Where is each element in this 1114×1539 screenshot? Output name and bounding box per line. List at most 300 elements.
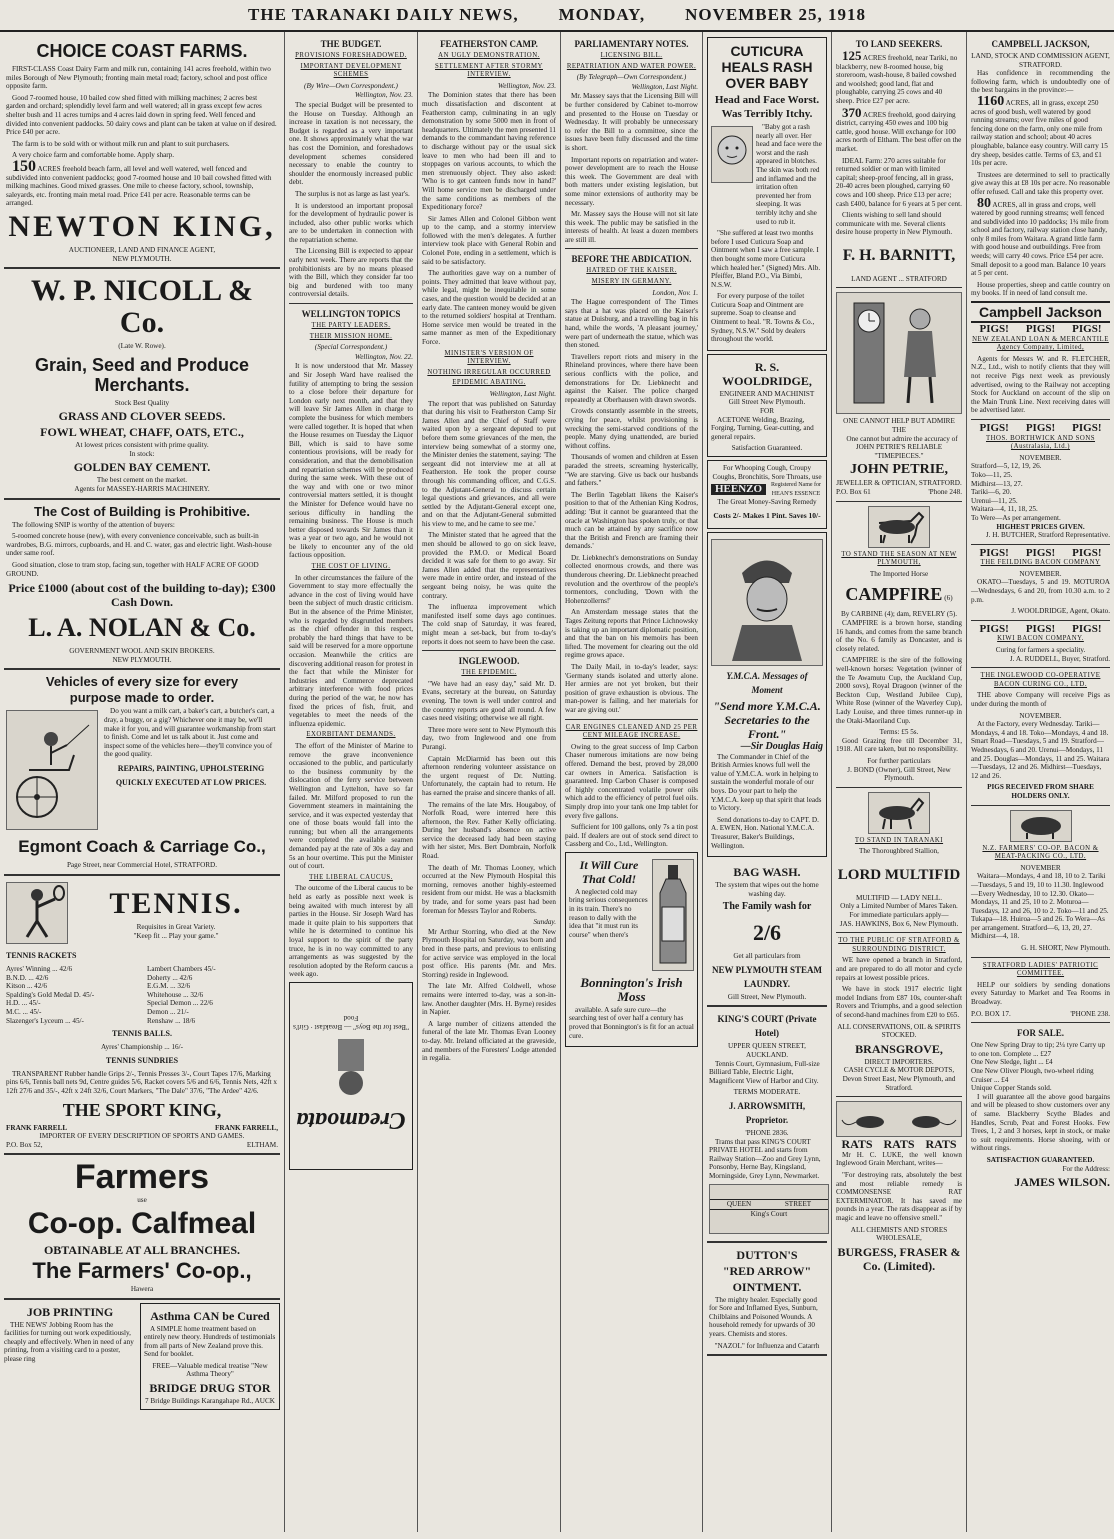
nicoll-cement: GOLDEN BAY CEMENT. — [73, 460, 211, 475]
newton-king-city: NEW PLYMOUTH. — [112, 254, 172, 263]
borthwick-date-item: Toko—11, 25. — [971, 470, 1013, 479]
cuticura-ad — [707, 37, 827, 351]
bag-wash-addr: Gill Street, New Plymouth. — [727, 992, 807, 1001]
fc-date: Wellington, Nov. 23. — [497, 81, 556, 90]
farmers-obt: OBTAINABLE AT ALL BRANCHES. — [43, 1242, 241, 1257]
racket-price-item: Demon ... 21/- — [147, 1007, 189, 1016]
tennis-req: Requisites in Great Variety. — [136, 923, 216, 932]
pigs-1b: PIGS! — [1025, 323, 1056, 336]
borthwick-agent: J. H. BUTCHER, Stratford Representative. — [985, 531, 1110, 540]
nolan-sub: GOVERNMENT WOOL AND SKIN BROKERS. — [69, 647, 215, 656]
asthma-free: FREE—Valuable medical treatise "New Asthma Theory" — [152, 1361, 268, 1379]
rackets-left-list — [6, 965, 137, 1025]
budget-p4: The Licensing Bill is expected to appear early next week. There are reports that the prohibitionists are by no means pleased with the Bill, which they consider far too big and burdened with too many controversial details. — [289, 247, 413, 299]
ab-p1: The Hague correspondent of The Times says that a hat was placed on the Kaiser's statue at Duisburg, and a travelling bag in his hand, while the words, 'A pleasant journey,' were part of underneath the statue, which was then stoned. — [565, 298, 698, 350]
budget-head: THE BUDGET. — [320, 39, 382, 49]
cj-c — [971, 195, 1110, 278]
for-sale-items — [971, 1041, 1110, 1093]
bransgrove-name: BRANSGROVE, — [855, 1041, 943, 1056]
heenzo-name: HEENZO — [711, 484, 766, 495]
pn-p1: Mr. Massey says that the Licensing Bill will be further considered by Cabinet to-morrow and presented to the House on Tuesday or Wednesday. It will probably be unnecessary to refer the Bill to a committee, since the issues have been fully discussed and the time is short. — [565, 92, 698, 152]
inglewood-coop-text: THE above Company will receive Pigs as under during the month of — [971, 691, 1110, 708]
rats-label-2: RATS — [883, 1137, 915, 1152]
rackets-right-list — [147, 965, 278, 1025]
nicoll-name: W. P. NICOLL & Co. — [30, 274, 253, 340]
tennis-sundries-heading: TENNIS SUNDRIES — [105, 1055, 179, 1065]
racket-price-item: E.G.M. ... 32/6 — [147, 982, 191, 991]
nolan-city: NEW PLYMOUTH. — [112, 655, 172, 664]
ymca-quote: "Send more Y.M.C.A. Secretaries to the Front." — [713, 698, 821, 741]
coast-farms-title: CHOICE COAST FARMS. — [36, 41, 248, 61]
nz-loan-head: NEW ZEALAND LOAN & MERCANTILE Agency Company, Limited, — [972, 335, 1109, 352]
petrie-text: One cannot but admire the accuracy of JOHN PETRIE'S RELIABLE "TIMEPIECES." — [846, 434, 958, 460]
cj-b: Trustees are determined to sell to practically give away this at £8 10s per acre. No reasonable offer refused. Call and take this property over. — [971, 170, 1110, 196]
cuticura-sub: Head and Face Worst. Was Terribly Itchy. — [714, 94, 820, 120]
bm-avail: available. A safe sure cure—the searching test of over half a century has proved that Bonnington's is fit for an actual cure. — [569, 1005, 694, 1040]
bonningtons-ad — [565, 852, 698, 1047]
public-text: WE have opened a branch in Stratford, and are prepared to do all motor and cycle repairs at lowest possible prices. — [836, 956, 962, 982]
mv-p1: The report that was published on Saturday that during his visit to Featherston Camp Sir James Allen and the Chief of Staff were waited upon by a sergeant deputed to put before them some grievances of the men, the interview being somewhat of a stormy one, the Minister denies the statement, saying: 'The sergeant did not interview me at all at Featherston. He took the proper course through his commanding officer, and C.G.S. to the Adjutant-General to discuss certain legal questions and grievances, and all were settled by the Adjutant-General except one, and on that the Adjutant-General submitted his view to me, and he came to see me.' — [422, 399, 556, 528]
bransgrove-addr: Devon Street East, New Plymouth, and Stratford. — [842, 1074, 956, 1092]
mv-sub: NOTHING IRREGULAR OCCURRED — [427, 368, 551, 376]
ladies-patriotic-head: STRATFORD LADIES' PATRIOTIC COMMITTEE. — [982, 961, 1099, 978]
feilding-text: OKATO—Tuesdays, 5 and 19. MOTUROA—Wednesdays, 6 and 20, from 10.30 a.m. to 2 p.m. — [971, 578, 1110, 604]
nz-loan-text: Agents for Messrs W. and R. FLETCHER, N.Z., Ltd., wish to notify clients that they will not receive Pigs next week as previously advertised, owing to the Railway not accepting Stock for Auckland on account of the slip on the Main Trunk Line. Next receiving dates will be advertised later. — [971, 354, 1110, 415]
lord-multifid-only: Only a Limited Number of Mares Taken. — [840, 902, 958, 911]
inglewood-sub: THE EPIDEMIC. — [461, 669, 517, 677]
tls-b-num: 370 — [842, 104, 862, 120]
fc-p1: The Dominion states that there has been much dissatisfaction and discontent at Featherston camp, culminating in an ugly demonstration by some 5000 men in front of headquarters. Ultimately the men presented 11 demands to the commandant having reference to discharge without pay or the usual sick leave to men who had been ill and to stoppages on various accounts, to which the men strenuously object. They also asked: 'Who is to get canteen funds now in hand?' Will home service men be discharged under the same conditions as members of the Expeditionary force? — [422, 91, 556, 212]
farmers-use: use — [137, 1196, 147, 1205]
cuticura-text: "Baby got a rash nearly all over. Her head and face were the worst and the rash appeared in blotches. The skin was both red and inflamed and the irritation often prevented her from sleeping. It was terribly itchy and she used to rub it. — [756, 123, 822, 226]
mv-head: MINISTER'S VERSION OF INTERVIEW. — [444, 349, 534, 366]
red-arrow-title: DUTTON'S — [736, 1247, 798, 1262]
egmont-addr: Page Street, near Commercial Hotel, STRATFORD. — [66, 861, 218, 870]
in-p6: Mr Arthur Storring, who died at the New Plymouth Hospital on Saturday, was born and bred in these parts, and previous to enlisting for active service was employed in the local post office. His parents (Mr. and Mrs. Storring) reside in Inglewood. — [422, 927, 556, 979]
sport-king-left: FRANK FARRELL — [6, 1123, 68, 1132]
nicoll-fowl: FOWL WHEAT, CHAFF, OATS, ETC., — [40, 425, 244, 440]
asthma-addr: 7 Bridge Buildings Karangahape Rd., AUCK — [145, 1397, 275, 1406]
rats-bf: BURGESS, FRASER & Co. (Limited). — [837, 1244, 961, 1273]
tls-c: IDEAL Farm: 270 acres suitable for returned soldier or man with limited capital; sheep-proof fencing, all in grass, 20-40 acres been ploughed, carrying 60 cows and 100 sheep. Price £13 per acre; cash £400, balance for 6 years at 5 per cent. — [836, 156, 962, 208]
borthwick-date-item: Stratford—5, 12, 19, 26. — [971, 462, 1042, 471]
tennis-champ: Ayres' Championship ... 16/- — [100, 1043, 184, 1052]
featherston-head: FEATHERSTON CAMP. — [440, 39, 538, 49]
racket-price-item: Lambert Chambers 45/- — [147, 965, 216, 973]
sport-king-name: THE SPORT KING, — [62, 1099, 222, 1120]
pig-icon — [1013, 813, 1069, 839]
asthma-store: BRIDGE DRUG STOR — [149, 1381, 271, 1396]
pig-illustration — [1010, 810, 1072, 842]
nz-farmers-agent: G. H. SHORT, New Plymouth. — [1021, 944, 1110, 953]
creamoata-title: Creamoata — [296, 1106, 406, 1133]
column-7 — [967, 32, 1114, 1532]
cj-a-text: ACRES, all in grass, except 250 acres of good bush, well watered by good running streams; over five miles of good fencing done on the farm, only one mile from railway station and school; about 40 acres ploughable, balance easy country. Will carry 15 dry sheep, besides cattle. Terms of £3, and £1 10s per acre. — [971, 98, 1108, 168]
ab-p3: Crowds constantly assemble in the streets, crying for peace, whilst provisioning is wrecking the semi-starved conditions of the people. Many dying unattended, are buried without coffins. — [565, 407, 698, 450]
budget-date: Wellington, Nov. 23. — [354, 91, 413, 100]
kiwi-text: Curing for farmers a speciality. — [995, 646, 1086, 655]
nicoll-grass: GRASS AND CLOVER SEEDS. — [58, 409, 226, 424]
grandfather-clock-icon — [840, 297, 958, 409]
fc-sub-1: AN UGLY DEMONSTRATION. — [438, 52, 540, 59]
pigs-3a: PIGS! — [979, 546, 1009, 559]
paper-day: MONDAY, — [558, 5, 646, 24]
newton-king-name: NEWTON KING, — [8, 209, 276, 243]
asthma-title: Asthma CAN be Cured — [150, 1308, 270, 1323]
column-2 — [285, 32, 418, 1532]
ladies-box: P.O. BOX 17. — [971, 1009, 1011, 1018]
wooldridge-list: ACETONE Welding, Brazing, Forging, Turning, Gear-cutting, and general repairs. — [711, 415, 814, 441]
sport-king-line: IMPORTER OF EVERY DESCRIPTION OF SPORTS AND GAMES. — [39, 1132, 245, 1141]
red-arrow-name: "RED ARROW" — [722, 1263, 812, 1278]
land-seekers-head: TO LAND SEEKERS. — [855, 39, 943, 49]
racket-price-item: Slazenger's Lyceum ... 45/- — [6, 1016, 84, 1025]
column-3 — [418, 32, 561, 1532]
map-street-queen: QUEEN — [726, 1200, 752, 1208]
pigs-1c: PIGS! — [1072, 323, 1102, 336]
bag-wash-family: The Family wash for — [722, 901, 812, 913]
kings-court-phone: 'PHONE 2836. — [745, 1129, 789, 1138]
cj-a — [971, 93, 1110, 168]
bm-it: It Will Cure That Cold! — [579, 857, 639, 886]
rats-text: Mr H. C. LUKE, the well known Inglewood Grain Merchant, writes— — [836, 1150, 962, 1168]
budget-sub-2: IMPORTANT DEVELOPMENT SCHEMES — [300, 62, 402, 79]
cj-banner: Campbell Jackson — [971, 301, 1110, 323]
red-arrow-nazol: "NAZOL" for Influenza and Catarrh — [714, 1341, 820, 1350]
tennis-title: TENNIS. — [109, 887, 243, 921]
tennis-player-illustration — [6, 882, 68, 944]
sport-king-box: P.O. Box 52, — [6, 1140, 43, 1149]
asthma-ad — [140, 1303, 280, 1410]
heenzo-cost: Costs 2/- Makes 1 Pint. Saves 10/- — [713, 510, 821, 520]
tls-b-text: ACRES freehold, good dairying district, carrying 450 ewes and 100 big cattle, good house. Will exchange for 100 acres north of Eltham. The best offer on the market. — [836, 110, 962, 153]
pigs-3b: PIGS! — [1025, 546, 1056, 559]
heenzo-saving: The Great Money-Saving Remedy — [717, 498, 817, 507]
farmers-coop-ad — [4, 1155, 280, 1299]
tls-b — [836, 104, 962, 154]
cj-num-1: 1160 — [977, 93, 1005, 109]
lord-multifid-by: MULTIFID — LADY NELL. — [855, 893, 943, 902]
ab-p5: The Berlin Tageblatt likens the Kaiser's position to that of the Athenian King Kodros, adding: 'But it cannot be guaranteed that the oracle at Washington has spoken truly, or that much can be attained by any sacrifice now that the British and French are framing their demands.' — [565, 490, 698, 551]
ab-date: London, Nov. 1. — [652, 288, 698, 297]
ci-p2: Sufficient for 100 gallons, only 7s a tin post paid. If dealers are out of stock send direct to Cassberg and Co., Ltd., Wellington. — [565, 823, 698, 849]
kings-court-terms: TERMS MODERATE. — [733, 1088, 801, 1097]
pn-p3: Mr. Massey says the House will not sit late this week. The public may be satisfied in the interests of health. At least a dozen members are still ill. — [565, 210, 698, 244]
lord-multifid-stand: TO STAND IN TARANAKI — [854, 836, 944, 844]
cost-title: The Cost of Building is Prohibitive. — [34, 503, 250, 519]
wt-sub-4: EXORBITANT DEMANDS. — [306, 731, 396, 739]
ladies-patriotic-text: HELP our soldiers by sending donations every Saturday to Market and Tea Rooms in Broadway. — [971, 980, 1110, 1007]
petrie-caption: ONE CANNOT HELP BUT ADMIRE THE — [843, 417, 955, 435]
borthwick-dates — [971, 462, 1110, 514]
map-street-label: STREET — [784, 1200, 812, 1208]
pigs-2b: PIGS! — [1025, 421, 1056, 434]
wooldridge-for: FOR — [760, 407, 774, 416]
budget-p1: The special Budget will be presented to the House on Tuesday. Although an increase in taxation is not necessary, the Budget is regarded as a very important one. It shows approximately what the war has cost the Dominion, and foreshadows development schemes considered necessary to enable the country to shoulder the enormously increased public debt. — [289, 100, 413, 187]
wt-sub-2: THEIR MISSION HOME. — [309, 332, 393, 340]
ymca-text: The Commander in Chief of the British Armies knows full well the value of Y.M.C.A. work in helping to sustain the wonderful morale of our boys. Do your part to help the Y.M.C.A. keep up that spirit that leads to Victory. — [711, 752, 822, 813]
wooldridge-sub: ENGINEER AND MACHINIST — [719, 389, 815, 398]
wooldridge-ad — [707, 354, 827, 457]
kings-court-map — [709, 1184, 829, 1234]
nz-farmers-dates: Waitara—Mondays, 4 and 18, 10 to 2. Tariki—Tuesdays, 5 and 19, 10 to 11.30. Inglewood—Every Wednesday, 10 to 12.30. Okato—Mondays, 11 and 25, 10 to 2. Moturoa—Tuesdays, 12 and 26, 10 to 2. Toko—11 and 25. Tukapa—18. Huiroa—5 and 26. To Wera—As per arrangement. Stratford—6, 13, 20, 27. Midhirst—4, 18. — [971, 872, 1109, 941]
campfire-name: CAMPFIRE — [845, 584, 943, 605]
mv-p2: The Minister stated that he agreed that the men should be allowed to go on sick leave, provided the P.M.O. or Medical Board decided it was safe for them to go away. Sir James Allen added that the representatives were made in entire order, and instead of the sergeant being noisy, he was quite the contrary. — [422, 531, 556, 600]
cost-text-3: Good situation, close to tram stop, facing sun, together with HALF ACRE OF GOOD GROUND. — [6, 561, 259, 578]
coast-text-2: Good 7-roomed house, 10 bailed cow shed fitted with milking machines; 2 acres best garden and orchard; splendidly level farm and well watered; all in grass except few acres shelter bush and 11 acres turnips and 4 acres laid down in spring feed. Well fenced and divided into convenient paddocks. 50 dairy cows and plant can be taken at value on if desired. Price £40 per acre. — [6, 93, 277, 137]
for-sale-item: Unique Copper Stands sold. — [971, 1084, 1052, 1093]
egmont-name: Egmont Coach & Carriage Co., — [18, 837, 266, 857]
ci-p1: Owing to the great success of Imp Carbon Chaser numerous imitations are now being offered. Demand the best, proved by 28,000 car owners in America. Satisfaction is guaranteed. Imp Carbon Chaser is composed of highly concentrated volatile power oils which add to the efficiency of petrol fuel oils. Simply drop into your tank one Imp tablet for every five gallons. — [565, 742, 698, 820]
pn-by: (By Telegraph—Own Correspondent.) — [576, 73, 687, 82]
heenzo-reg: Registered Name for HEAN'S ESSENCE — [771, 482, 822, 497]
tls-a-text: ACRES freehold, near Tariki, no blackberry, new 8-roomed house, big storeroom, wash-house, 8 bailed cowshed and woolshed; good land, flat and ploughable, carrying 25 cows and 40 sheep. Price £27 per acre. — [836, 54, 958, 105]
petrie-sub: JEWELLER & OPTICIAN, STRATFORD. — [836, 479, 962, 488]
coast-text-1: FIRST-CLASS Coast Dairy Farm and milk run, containing 141 acres freehold, within two miles Borough of New Plymouth; fronting main metal road; factory, school and post office opposite farm. — [6, 65, 271, 91]
budget-sub-1: PROVISIONS FORESHADOWED. — [295, 52, 407, 59]
creamoata-sub: "Best for the Boys" — Breakfast · Girl's Food — [293, 1013, 409, 1031]
inglewood-head: INGLEWOOD. — [458, 656, 520, 667]
job-printing-ad — [4, 1303, 136, 1410]
nz-farmers-name: N.Z. FARMERS' CO-OP. BACON & MEAT-PACKING CO., LTD. — [982, 844, 1099, 861]
heenzo-ad — [707, 460, 827, 529]
nolan-name: L. A. NOLAN & Co. — [28, 613, 256, 643]
in-p2: Three more were sent to New Plymouth this day, two from Inglewood and one from Purangi. — [422, 725, 556, 751]
kiwi-agent: J. A. RUDDELL, Buyer, Stratford. — [1009, 654, 1110, 663]
job-title: JOB PRINTING — [26, 1304, 114, 1319]
pn-p2: Important reports on repatriation and water-power development are to reach the House this week. The Government are deal with both matters under existing legislation, but some minor extensions of authority may be necessary. — [565, 155, 698, 207]
bm-name: Bonnington's Irish Moss — [580, 974, 683, 1004]
nicoll-best: The best cement on the market. — [96, 476, 188, 485]
creamoata-ad — [289, 982, 413, 1170]
heenzo-top: For Whooping Cough, Croupy Coughs, Bronchitis, Sore Throats, use — [712, 464, 822, 481]
sport-king-right: FRANK FARRELL, — [215, 1123, 278, 1132]
abdication-head: BEFORE THE ABDICATION. — [571, 254, 692, 265]
campfire-owner: J. BOND (Owner), Gill Street, New Plymouth. — [847, 765, 951, 783]
pigs-1a: PIGS! — [979, 323, 1009, 336]
rats-text-2: "For destroying rats, absolutely the best and most reliable remedy is COMMONSENSE RAT EXTERMINATOR. It has saved me pounds in a year. The rats disappear as if by magic and leave no offensive smell." — [836, 1170, 963, 1222]
general-portrait-icon — [717, 543, 817, 661]
cj-c-text: ACRES, all in grass and crops, well watered by good running streams; well fenced and subdivided into 10 paddocks; 1¾ mile from school and factory, railway station close handy, only 8 miles from Waitara. A grand little farm with good house and outbuildings. Free from weeds; will carry 40 cows. Price £54 per acre. Small deposit to a good man. Balance 10 years at 5 per cent. — [971, 200, 1109, 278]
inglewood-coop-name: THE INGLEWOOD CO-OPERATIVE BACON CURING CO., LTD. — [980, 672, 1101, 688]
lord-multifid-name: LORD MULTIFID — [837, 866, 961, 883]
bag-wash-name: NEW PLYMOUTH STEAM LAUNDRY. — [711, 964, 823, 989]
for-sale-text: I will guarantee all the above good bargains and will be pleased to show customers over any of same. Blackberry Scythe Blades and Handles, Scrub, Peat and Forest Hooks. Few Trees, 1, 2 and 3 horses, kept in stock, or make to suit requirements. Horse shoeing, with or without rings. — [971, 1092, 1110, 1153]
inglewood-coop-dates: At the Factory, every Wednesday. Tariki—Mondays, 4 and 18. Toko—Mondays, 4 and 18. Smart Road—Tuesdays, 5 and 19. Stratford—Wednesdays, 6 and 20. Urenui—Mondays, 11 and 25. Douglas—Mondays, 11 and 25. Waitara—Tuesdays, 12 and 26. Midhirst—Tuesdays, 12 and 26. — [971, 720, 1110, 780]
bag-wash-text: The system that wipes out the home washing day. — [715, 881, 819, 898]
column-4 — [561, 32, 703, 1532]
borthwick-name: THOS. BORTHWICK AND SONS (Australasia, Ltd.) — [985, 434, 1096, 451]
nicoll-stock: Stock Best Quality — [114, 398, 170, 407]
campfire-num: (6) — [944, 594, 953, 603]
horse-icon — [871, 509, 927, 545]
ab-p7: An Amsterdam message states that the Tages Zeitung reports that Prince Lichnowsky is taking up an important diplomatic position, and that the ban on his memoirs has been lifted. The movement for clearing out the old regime grows apace. — [565, 608, 698, 660]
racket-price-item: Ayres' Winning ... 42/6 — [6, 965, 73, 973]
kiwi-name: KIWI BACON COMPANY. — [997, 635, 1084, 643]
cj-num-2: 80 — [977, 195, 991, 211]
pn-sub-1: LICENSING BILL. — [600, 52, 663, 59]
in-p7: The late Mr. Alfred Coldwell, whose remains were interred to-day, was a son-in-law. Another daughter (Mrs. H. Byrne) resides in Napier. — [422, 982, 556, 1017]
red-arrow-text: The mighty healer. Especially good for Sore and Inflamed Eyes, Sunburn, Chilblains and Poisoned Wounds. A household remedy for upwards of 30 years. Chemists and stores. — [709, 1295, 818, 1338]
racket-price-item: M.C. ... 45/- — [6, 1007, 42, 1016]
nicoll-prices: At lowest prices consistent with prime quality. — [75, 441, 209, 450]
lord-multifid-part: For immediate particulars apply— — [849, 911, 949, 920]
wt-by: (Special Correspondent.) — [314, 343, 388, 352]
ymca-ad — [707, 532, 827, 857]
petrie-name: JOHN PETRIE, — [849, 462, 948, 478]
campfire-terms: Terms: £5 5s. — [879, 728, 919, 737]
feilding-nov: NOVEMBER. — [1019, 569, 1062, 578]
budget-by: (By Wire—Own Correspondent.) — [304, 81, 398, 90]
fc-sub-2: SETTLEMENT AFTER STORMY INTERVIEW. — [435, 62, 543, 79]
borthwick-were: To Were—As per arrangement. — [971, 513, 1061, 522]
newton-king-sub: AUCTIONEER, LAND AND FINANCE AGENT, — [68, 245, 216, 254]
acres-150-text: ACRES freehold beach farm, all level and well watered, well fenced and subdivided into convenient paddocks; good 7-roomed house and 10 bail cowshed fitted with milking machines. Good mixed grasses. One mile to cheese factory, school, township, saleyards, etc. fronting main metal road. Price £41 per acre. Reasonable terms can be arranged. — [6, 164, 272, 208]
wt-p1: It is now understood that Mr. Massey and Sir Joseph Ward have realised the futility of attempting to bring the session to a close before their departure for London early next month, and that they will leave Sir James Allen in charge to complete the business for which members were called together. It is hoped that when the House resumes on Tuesday the Liquor Bill, which is said to have some contentious provisions, will be ready for consideration, and that the demobilisation and repatriation schemes will be produced during the same week. With these out of the way and with one or two minor controversial matters settled, it is thought the Minister for Defence would have no serious difficulty in handling the remaining business. The House is much better disposed towards Sir James than it was a year or two ago, and he would not be likely to encounter any of the old factious opposition. — [289, 362, 413, 560]
wt-p4: The outcome of the Liberal caucus to be held as early as possible next week is being awaited with much interest by all parties in the House. Sir Joseph Ward has made it quite plain to his supporters that while he is determined to continue his loyal support to the spirit of the party truce, he is in no way committed to any arrangements as was suggested by the resolution adopted by the Reform caucus a week ago. — [289, 884, 413, 979]
wt-sub-5: THE LIBERAL CAUCUS. — [309, 873, 393, 881]
kings-court-trams: Trams that pass KING'S COURT PRIVATE HOTEL and starts from Railway Station—Zoo and Grey Lynn, Ponsonby, Herne Bay, Kingsland, Morningside, Grey Lynn, Newmarket. — [709, 1137, 821, 1180]
barnitt-sub: LAND AGENT ... STRATFORD — [851, 274, 947, 283]
nicoll-late: (Late W. Rowe). — [118, 342, 166, 351]
mv-p3: The influenza improvement which manifested itself some days ago continues. The cold snap of Saturday, it was feared, might mean a set-back, but from to-day's reports it does not seem to have been the case. — [422, 603, 556, 646]
column-5 — [703, 32, 832, 1532]
in-p1: "We have had an easy day," said Mr. D. Evans, secretary at the bureau, on Saturday evening. The town is well under control and the country reports are good all round. A few cases need visiting; otherwise we all right. — [422, 679, 556, 723]
cuticura-text-2: "She suffered at least two months before I used Cuticura Soap and Ointment when I saw a free sample. I then bought some more Cuticura which healed her." (Signed) Mrs. Alb. Pfeiffer, Bland P.O., Via Bimbi, N.S.W. — [711, 229, 821, 289]
tls-d: Clients wishing to sell land should communicate with me. Several clients desire house property in New Plymouth. — [836, 211, 953, 237]
horse-illustration-2 — [868, 792, 930, 834]
public-stratford-title: TO THE PUBLIC OF STRATFORD & SURROUNDING DISTRICT. — [838, 937, 960, 953]
kings-court-title: KING'S COURT (Private Hotel) — [717, 1014, 817, 1039]
wooldridge-addr: Gill Street New Plymouth. — [728, 398, 806, 407]
haig-portrait — [711, 539, 823, 666]
petrie-box: P.O. Box 61 — [836, 488, 871, 497]
ab-p2: Travellers report riots and misery in the Rhineland provinces, where there have been serious conflicts with the police, and demonstrations for Dr. Liebknecht and against the Kaiser. The police charged repeatedly at Oberhausen with drawn swords. — [565, 352, 698, 404]
rats-icon — [840, 1104, 958, 1134]
racket-price-item: Spalding's Gold Medal D. 45/- — [6, 990, 95, 999]
bag-wash-price: 2/6 — [752, 920, 782, 946]
nicoll-head: Grain, Seed and Produce Merchants. — [34, 354, 250, 395]
medicine-bottle-icon — [656, 863, 690, 967]
pn-sub-2: REPATRIATION AND WATER POWER. — [566, 62, 697, 70]
inglewood-coop-nov: NOVEMBER. — [1019, 711, 1062, 720]
column-6 — [832, 32, 967, 1532]
barnitt-name: F. H. BARNITT, — [842, 246, 956, 264]
nicoll-agents: Agents for MASSEY-HARRIS MACHINERY. — [74, 485, 210, 494]
public-text-2: We have in stock 1917 electric light model Indians from £87 10s, counter-shaft Rovers and Triumphs, and a good selection of second-hand machines from £20 to £65. — [836, 985, 962, 1019]
paper-name: THE TARANAKI DAILY NEWS, — [248, 5, 519, 24]
ymca-title: Y.M.C.A. Messages of Moment — [726, 670, 808, 695]
farmers-hawera: Hawera — [130, 1284, 154, 1293]
red-arrow-oint: OINTMENT. — [732, 1279, 802, 1294]
racket-price-item: Whitehouse ... 32/6 — [147, 990, 204, 999]
in-p3: Captain McDiarmid has been out this afternoon rendering volunteer assistance on the urgent request of Dr. Nutting. Unfortunately, the captain had to return. He has earned the praise and sincere thanks of all. — [422, 754, 556, 797]
ab-p6: Dr. Liebknecht's demonstrations on Sunday collected enormous crowds, and there was thunderous cheering. Dr. Liebknecht preached revolution and the overthrow of the people's tormentors, concluding, 'Down with the Hohenzollerns!' — [565, 553, 698, 605]
lord-multifid-owner: JAS. HAWKINS, Box 6, New Plymouth. — [839, 919, 959, 928]
for-sale-address: For the Address: — [1062, 1164, 1110, 1173]
wt-date: Wellington, Nov. 22. — [354, 352, 413, 361]
boy-illustration-icon — [316, 1031, 386, 1101]
cj-d: House properties, sheep and cattle country on my books. If in need of land consult me. — [971, 280, 1110, 298]
tennis-sundries-text: TRANSPARENT Rubber handle Grips 2/-, Tennis Presses 3/-, Court Tapes 17/6, Marking pins 6/6, Tennis ball nets 9d, Centre guides 5/6, Racket covers 5/6 and 6/6, Tennis Nets, 42ft x 12ft 27/6 and 35/-, 42ft x 24ft 32/6, Court Markers, "The Dale" 37/6, "The Ardee" 42/6. — [6, 1069, 278, 1095]
bransgrove-sub: DIRECT IMPORTERS. — [864, 1057, 934, 1066]
asthma-text: A SIMPLE home treatment based on entirely new theory. Hundreds of testimonials from all parts of New Zealand prove this. Send for booklet. — [144, 1324, 276, 1359]
borthwick-date-item: Tariki—6, 20. — [971, 488, 1012, 497]
borthwick-highest: HIGHEST PRICES GIVEN. — [996, 522, 1085, 531]
horse-cart-icon — [9, 715, 95, 825]
racket-price-item: Doherty ... 42/6 — [147, 973, 193, 982]
ab-sub-1: HATRED OF THE KAISER. — [586, 267, 677, 275]
for-sale-head: FOR SALE. — [1016, 1028, 1064, 1039]
rats-label-3: RATS — [925, 1137, 957, 1152]
farmers-calfmeal: Co-op. Calfmeal — [27, 1206, 257, 1240]
vehicles-text: Do you want a milk cart, a baker's cart, a butcher's cart, a dray, a buggy, or a gig? Whichever one it may be, we'll make it for you, and will guarantee workmanship from start to finish. Come and let us talk about it. Just come and inspect some of the vehicles here—they'll convince you of the good quality. — [104, 707, 276, 759]
tennis-balls-heading: TENNIS BALLS. — [111, 1029, 173, 1039]
coast-text-3: The farm is to be sold with or without milk run and plant to suit purchasers. — [12, 139, 230, 148]
paper-date: NOVEMBER 25, 1918 — [685, 5, 866, 24]
petrie-phone: 'Phone 248. — [928, 488, 962, 497]
acres-150-num: 150 — [12, 157, 36, 175]
baby-illustration — [711, 126, 753, 183]
feilding-name: THE FEILDING BACON COMPANY — [980, 559, 1101, 567]
campfire-stand: TO STAND THE SEASON AT NEW PLYMOUTH, — [841, 550, 957, 567]
mv-date: Wellington, Last Night. — [489, 389, 556, 398]
farmers-title: Farmers — [74, 1158, 210, 1197]
public-all: ALL CONSERVATIONS, OIL & SPIRITS STOCKED. — [837, 1022, 961, 1040]
racket-price-item: Kitson ... 42/6 — [6, 982, 47, 991]
borthwick-date-item: Urenui—11, 25. — [971, 496, 1018, 505]
borthwick-date-item: Midhirst—13, 27. — [971, 479, 1023, 488]
pigs-4a: PIGS! — [979, 622, 1009, 635]
in-p5: The death of Mr. Thomas Looney, which occurred at the New Plymouth Hospital this morning, removes another highly-esteemed resident from our midst. He was a blacksmith by trade, and for some years past had been foreman for Messrs Taylor and Roberts. — [422, 863, 556, 915]
kings-court-prop: J. ARROWSMITH, Proprietor. — [728, 1101, 806, 1126]
tennis-keep: "Keep fit ... Play your game." — [133, 932, 219, 940]
wooldridge-sat: Satisfaction Guaranteed. — [731, 444, 803, 453]
budget-p3: It is understood an important proposal for the development of hydraulic power is included, also other public works which are to be undertaken in connection with the repatriation scheme. — [289, 201, 413, 244]
lord-multifid-thor: The Thoroughbred Stallion, — [859, 847, 939, 856]
cost-text-1: The following SNIP is worthy of the attention of buyers: — [12, 520, 175, 529]
horse-icon-2 — [871, 795, 927, 831]
masthead — [0, 0, 1114, 32]
for-sale-item: One New Sledge, light ... £4 — [971, 1058, 1053, 1067]
ab-p4: Thousands of women and children at Essen paraded the streets, screaming hysterically, "We are starving. Give us back our husbands and fathers." — [565, 453, 698, 488]
fc-p2: Sir James Allen and Colonel Gibbon went up to the camp, and a stormy interview followed with the men's delegates. A further interview took place with General Robin and Colonel Pote, ending in a settlement, which is said to be satisfactory. — [422, 214, 556, 266]
campbell-jackson-name: CAMPBELL JACKSON, — [991, 39, 1090, 49]
wellington-topics-head: WELLINGTON TOPICS — [301, 309, 401, 320]
tennis-rackets-heading: TENNIS RACKETS — [6, 951, 77, 960]
fc-p3: The authorities gave way on a number of points. They admitted that leave without pay, while legal, might be inequitable in some cases, and the question would be decided at an early date. The canteen money would be given to the returned soldiers' hospital at Trentham. Home service men would be treated in the same manner as men of the Expeditionary Force. — [422, 269, 556, 346]
cuticura-text-3: For every purpose of the toilet Cuticura Soap and Ointment are supreme. Soap to cleanse and Ointment to heal. "R. Towns & Co., Sydney, N.S.W." Sold by dealers throughout the world. — [711, 292, 815, 344]
ymca-send: Send donations to-day to CAPT. D. A. EWEN, Hon. National Y.M.C.A. Treasurer, Baker's Buildings, Wellington. — [711, 815, 819, 850]
map-kings-court: King's Court — [750, 1209, 788, 1218]
pn-date: Wellington, Last Night. — [631, 82, 698, 91]
wt-sub-1: THE PARTY LEADERS. — [311, 322, 391, 330]
bottle-illustration — [652, 859, 694, 971]
campfire-part: For further particulars — [867, 756, 931, 765]
campfire-grazing: Good Grazing free till December 31, 1918. All care taken, but no responsibility. — [836, 736, 962, 754]
pigs-3c: PIGS! — [1072, 546, 1102, 559]
rats-all: ALL CHEMISTS AND STORES WHOLESALE, — [850, 1225, 948, 1243]
cost-price: Price £1000 (about cost of the building to-day); £300 Cash Down. — [8, 581, 276, 610]
for-sale-name: JAMES WILSON. — [1014, 1175, 1110, 1190]
in-p4: The remains of the late Mrs. Hougaboy, of Norfolk Road, were interred here this afternoon, the Rev. Father Kelly officiating. During her husband's absence on active service the deceased lady had been staying with her sister, Mrs. Bert Dombrain, Norfolk Road. — [422, 800, 556, 861]
coast-farms-ad — [4, 34, 280, 269]
campfire-p1: CAMPFIRE is a brown horse, standing 16 hands, and comes from the same branch of the No. 6 family as Doncaster, and is closely related. — [836, 619, 962, 653]
car-engines-head: CAR ENGINES CLEANED AND 25 PER CENT MILEAGE INCREASE. — [565, 723, 698, 740]
vehicles-ad — [4, 670, 280, 876]
baby-face-icon — [714, 130, 750, 180]
cost-building-ad — [4, 500, 280, 671]
